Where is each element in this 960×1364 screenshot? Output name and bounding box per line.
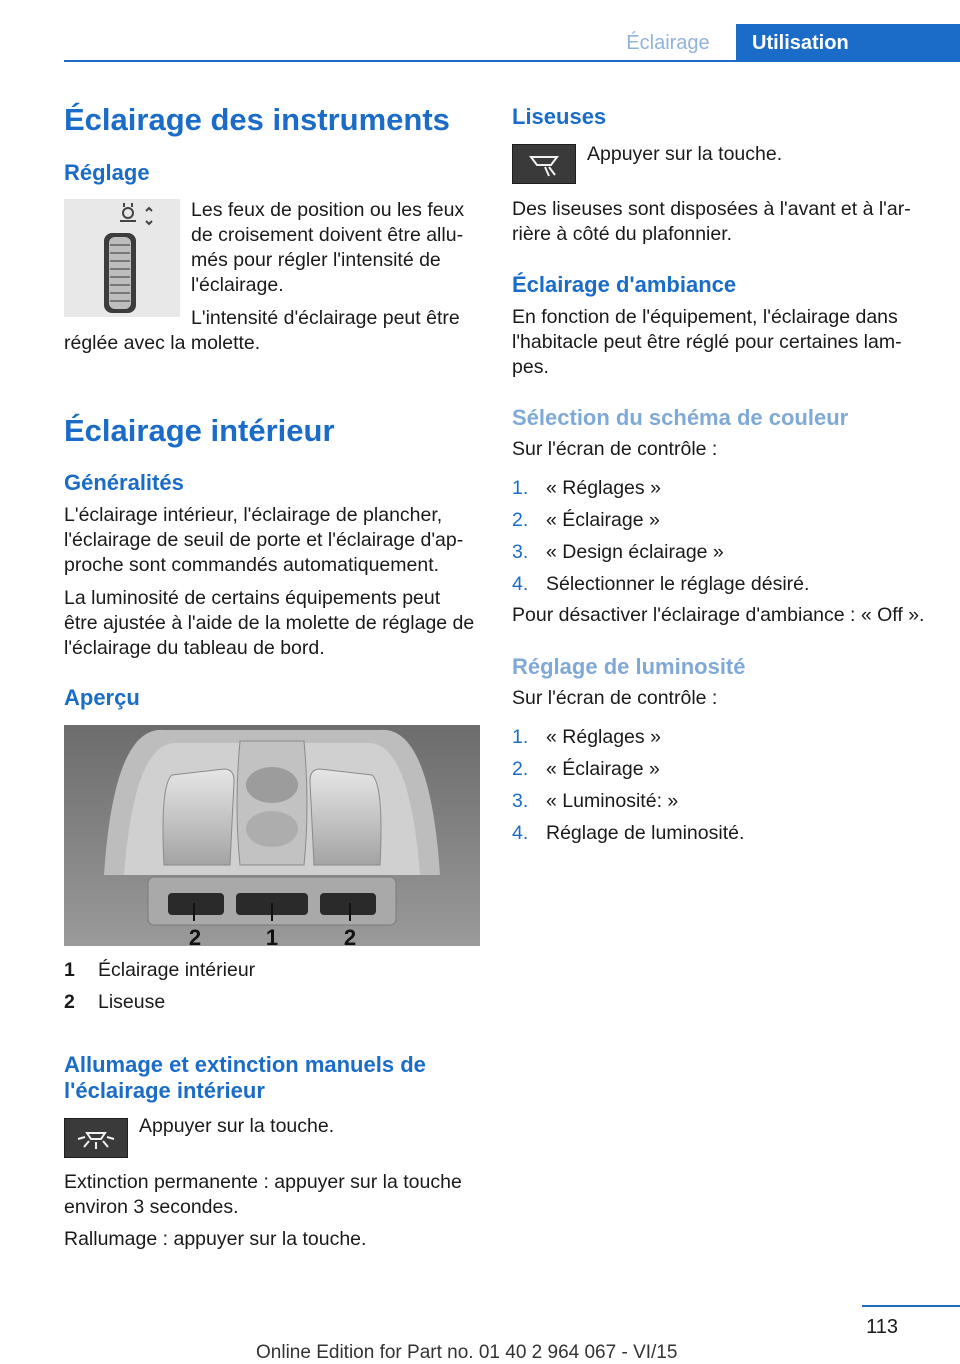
luminosite-paragraph: La luminosité de certains équipements peut être ajustée à l'aide de la molette de réglage de l'éclairage du tableau de bord.: [64, 587, 475, 659]
heading-luminosite: Réglage de luminosité: [512, 654, 746, 679]
allumage-instruction: Appuyer sur la touche.: [139, 1115, 335, 1137]
heading-schema: Sélection du schéma de couleur: [512, 405, 849, 430]
header-chapter-tab[interactable]: Utilisation: [736, 24, 960, 62]
heading-reglage: Réglage: [64, 160, 150, 185]
footer-rule: [862, 1305, 960, 1307]
reading-light-button-icon: [512, 144, 576, 184]
heading-liseuses: Liseuses: [512, 104, 607, 129]
page-number: 113: [866, 1316, 898, 1338]
heading-interieur: Éclairage intérieur: [64, 413, 335, 448]
heading-generalites: Généralités: [64, 470, 184, 495]
desactiver-paragraph: Pour désactiver l'éclairage d'ambiance : « Off ».: [512, 604, 925, 626]
header-rule: [64, 60, 960, 62]
rallumage-paragraph: Rallumage : appuyer sur la touche.: [64, 1228, 367, 1250]
liseuses-paragraph: Des liseuses sont disposées à l'avant et à l'ar‐ rière à côté du plafonnier.: [512, 198, 911, 245]
dimmer-wheel-icon: [64, 199, 180, 317]
edition-footer: Online Edition for Part no. 01 40 2 964 067 - VI/15: [256, 1342, 678, 1363]
extinction-paragraph: Extinction permanente : appuyer sur la touche environ 3 secondes.: [64, 1171, 462, 1218]
reglage-paragraph: Les feux de position ou les feux de croisement doivent être allu‐ més pour régler l'intensité de l'éclairage.: [191, 199, 465, 296]
generalites-paragraph: L'éclairage intérieur, l'éclairage de plancher, l'éclairage de seuil de porte et l'éclairage d'ap‐ proche sont commandés automatiquement.: [64, 504, 464, 576]
luminosite-steps-list: 1. « Réglages » 2. « Éclairage » 3. « Luminosité: » 4. Réglage de luminosité.: [512, 726, 745, 844]
intensite-paragraph: L'intensité d'éclairage peut être réglée avec la molette.: [64, 307, 460, 354]
heading-apercu: Aperçu: [64, 685, 140, 710]
interior-light-button-icon: [64, 1118, 128, 1158]
heading-allumage: Allumage et extinction manuels de l'éclairage intérieur: [64, 1052, 426, 1103]
photo-label-left: 2: [188, 925, 202, 946]
heading-instruments: Éclairage des instruments: [64, 102, 450, 137]
header-section-title: Éclairage: [626, 32, 710, 54]
ambiance-paragraph: En fonction de l'équipement, l'éclairage dans l'habitacle peut être réglé pour certaines lam‐ pes.: [512, 306, 902, 378]
heading-ambiance: Éclairage d'ambiance: [512, 272, 737, 297]
ecran-intro: Sur l'écran de contrôle :: [512, 687, 718, 709]
photo-label-center: 1: [265, 925, 279, 946]
overhead-console-photo: [64, 725, 480, 946]
ecran-intro: Sur l'écran de contrôle :: [512, 438, 718, 460]
schema-steps-list: 1. « Réglages » 2. « Éclairage » 3. « Design éclairage » 4. Sélectionner le réglage désiré.: [512, 477, 810, 595]
liseuses-instruction: Appuyer sur la touche.: [587, 143, 783, 165]
photo-label-right: 2: [343, 925, 357, 946]
